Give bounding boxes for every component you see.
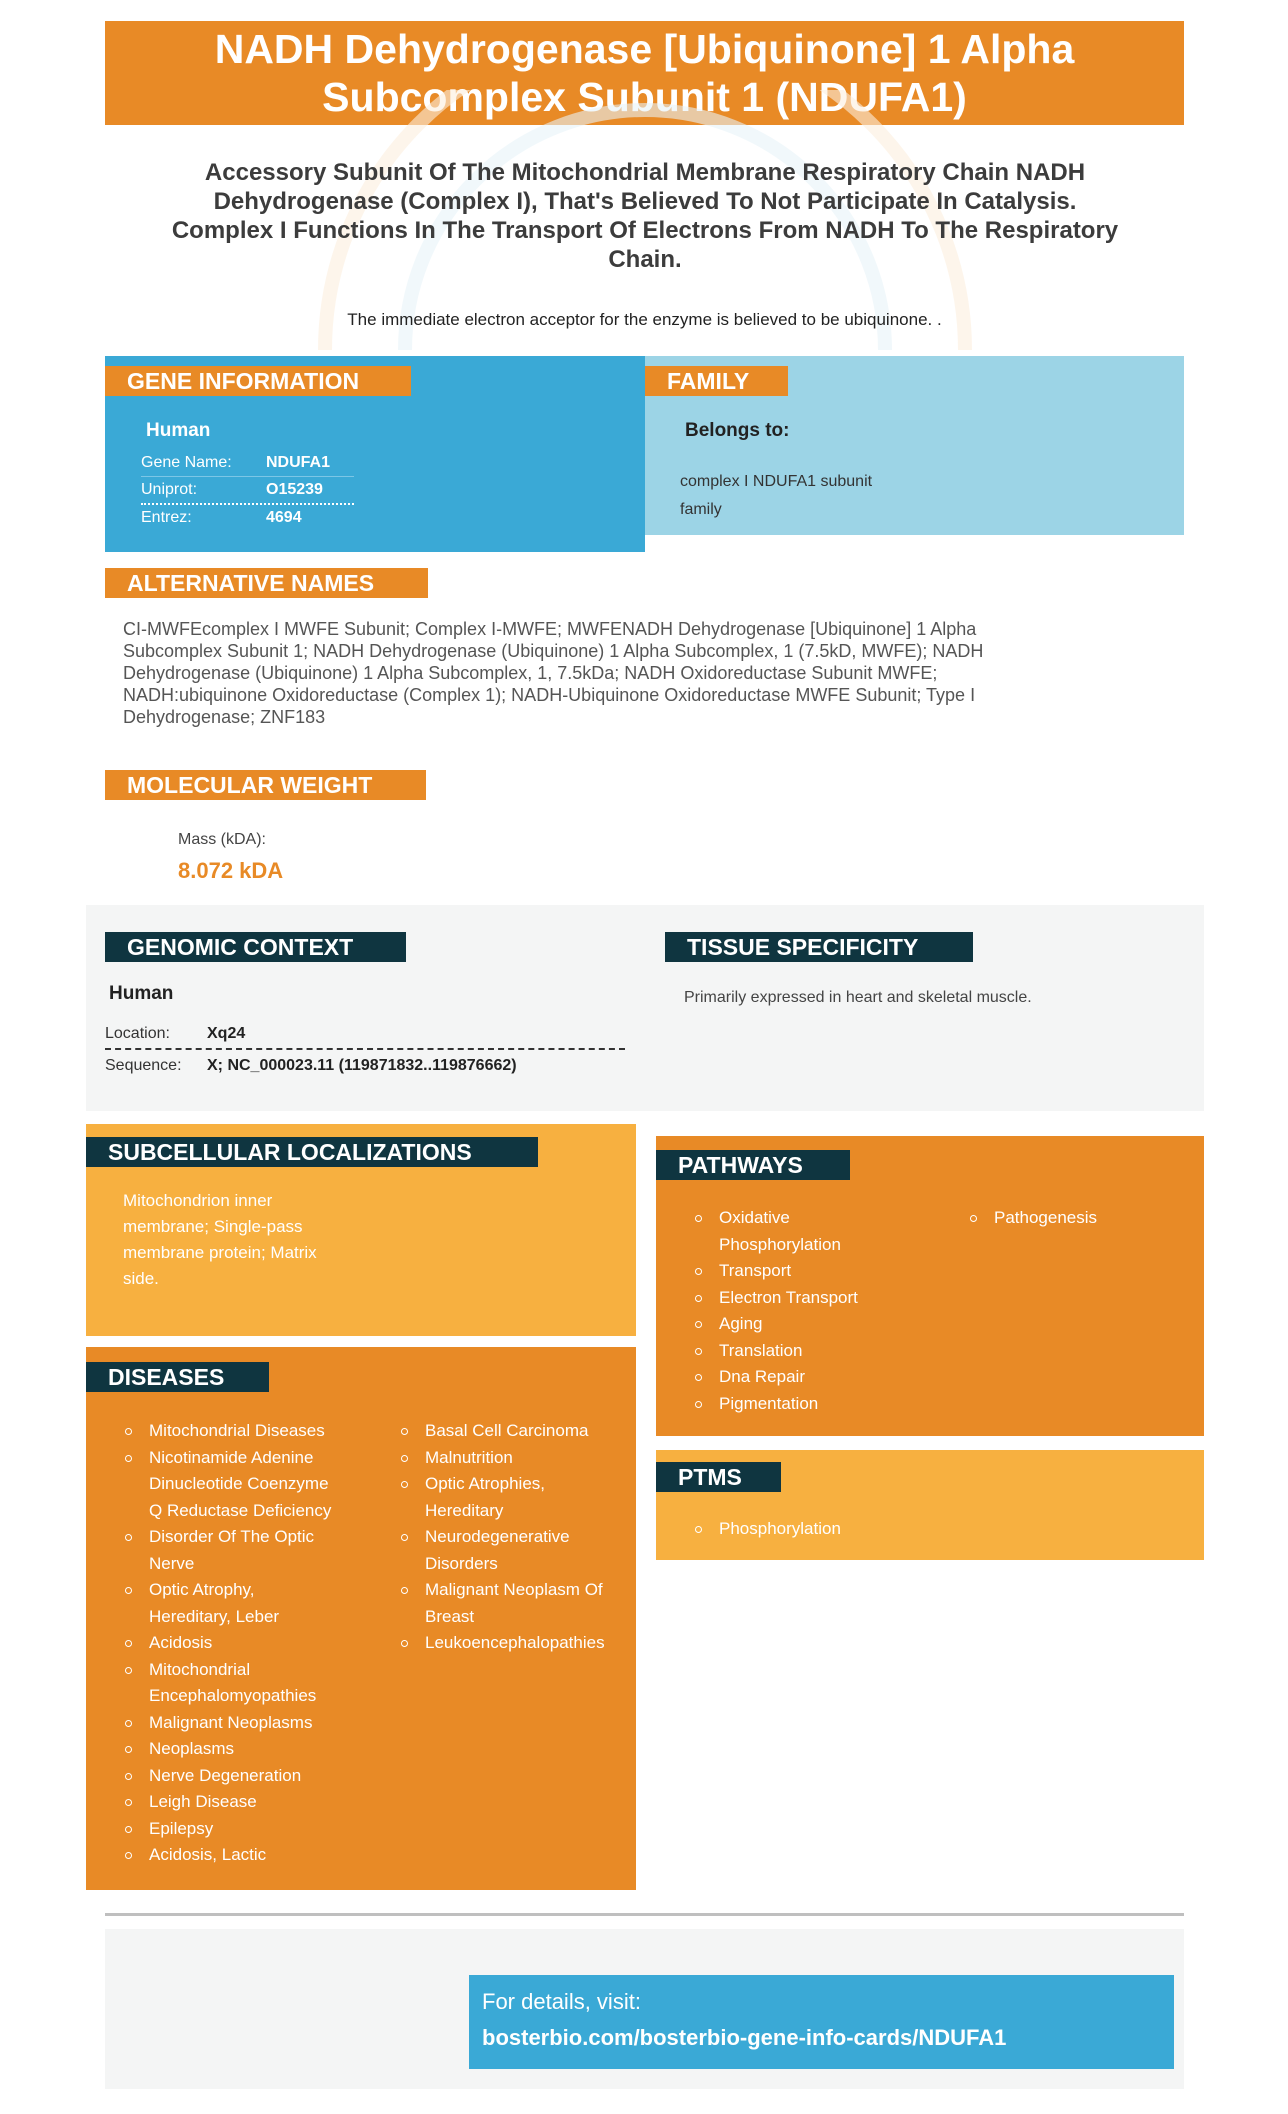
subcellular-line: membrane; Single-pass bbox=[123, 1217, 303, 1236]
list-item bbox=[693, 1338, 943, 1365]
list-item bbox=[123, 1710, 373, 1737]
page-title-line-2: Subcomplex Subunit 1 (NDUFA1) bbox=[322, 74, 967, 120]
list-item-text: Neurodegenerative bbox=[425, 1527, 570, 1546]
mass-label: Mass (kDA): bbox=[178, 831, 266, 848]
list-item-text: Leukoencephalopathies bbox=[425, 1633, 605, 1652]
alt-names-line: CI-MWFEcomplex I MWFE Subunit; Complex I-MWFE; MWFENADH Dehydrogenase [Ubiquinone] 1 Alpha bbox=[123, 619, 977, 639]
list-item-text: Optic Atrophy, bbox=[149, 1580, 255, 1599]
list-item-text: Malnutrition bbox=[425, 1447, 513, 1467]
list-item-text: Translation bbox=[719, 1340, 803, 1360]
list-item bbox=[399, 1471, 629, 1524]
alt-names-text bbox=[123, 618, 1183, 728]
list-item bbox=[399, 1577, 629, 1630]
list-item bbox=[399, 1418, 629, 1445]
subcellular-text bbox=[123, 1188, 317, 1292]
list-item bbox=[123, 1842, 373, 1869]
list-item-text: Acidosis bbox=[149, 1633, 213, 1652]
uniprot-value: O15239 bbox=[266, 481, 323, 498]
list-item bbox=[123, 1418, 373, 1445]
genomic-context-heading: GENOMIC CONTEXT bbox=[105, 932, 406, 962]
list-item bbox=[693, 1364, 943, 1391]
list-item bbox=[693, 1205, 943, 1258]
alt-names-line: Dehydrogenase (Ubiquinone) 1 Alpha Subcomplex, 1, 7.5kDa; NADH Oxidoreductase Subunit MWFE; bbox=[123, 663, 938, 683]
list-item bbox=[123, 1736, 373, 1763]
alt-names-line: Dehydrogenase; ZNF183 bbox=[123, 707, 326, 727]
subcellular-heading: SUBCELLULAR LOCALIZATIONS bbox=[86, 1137, 538, 1167]
list-item-text: Pathogenesis bbox=[994, 1208, 1098, 1227]
family-line: family bbox=[680, 501, 722, 518]
list-item bbox=[693, 1258, 943, 1285]
pathways-heading: PATHWAYS bbox=[656, 1150, 850, 1180]
list-item-text: Mitochondrial Diseases bbox=[149, 1421, 325, 1440]
sequence-label: Sequence: bbox=[105, 1057, 182, 1074]
list-item-text: Hereditary bbox=[425, 1500, 504, 1520]
location-label: Location: bbox=[105, 1025, 170, 1042]
details-link[interactable]: bosterbio.com/bosterbio-gene-info-cards/NDUFA1 bbox=[482, 2025, 1007, 2050]
list-item bbox=[123, 1789, 373, 1816]
list-item-text: Leigh Disease bbox=[149, 1792, 257, 1811]
alt-names-heading: ALTERNATIVE NAMES bbox=[105, 568, 428, 598]
family-text bbox=[680, 468, 872, 524]
list-item bbox=[123, 1816, 373, 1843]
molecular-weight-heading: MOLECULAR WEIGHT bbox=[105, 770, 426, 800]
list-item-text: Nerve bbox=[149, 1553, 195, 1573]
genomic-table bbox=[105, 1020, 625, 1082]
list-item-text: Malignant Neoplasms bbox=[149, 1712, 313, 1732]
list-item bbox=[123, 1524, 373, 1577]
tissue-specificity-text: Primarily expressed in heart and skeletal muscle. bbox=[684, 989, 1032, 1006]
list-item bbox=[968, 1205, 1188, 1232]
sequence-value: X; NC_000023.11 (119871832..119876662) bbox=[207, 1057, 517, 1074]
protein-summary bbox=[120, 158, 1170, 274]
list-item bbox=[693, 1285, 943, 1312]
ptms-heading: PTMS bbox=[656, 1462, 781, 1492]
list-item bbox=[123, 1657, 373, 1710]
uniprot-label: Uniprot: bbox=[141, 481, 198, 498]
sequence-row bbox=[105, 1050, 625, 1082]
summary-line: Dehydrogenase (Complex I), That's Believed To Not Participate In Catalysis. bbox=[213, 188, 1077, 215]
genomic-species: Human bbox=[109, 983, 174, 1004]
list-item-text: Disorders bbox=[425, 1553, 498, 1573]
list-item-text: Acidosis, Lactic bbox=[149, 1845, 267, 1864]
entrez-value: 4694 bbox=[266, 509, 302, 526]
list-item bbox=[399, 1445, 629, 1472]
list-item-text: Malignant Neoplasm Of bbox=[425, 1580, 603, 1599]
list-item bbox=[399, 1524, 629, 1577]
entrez-row bbox=[141, 505, 354, 531]
list-item-text: Optic Atrophies, bbox=[425, 1474, 546, 1493]
gene-name-value: NDUFA1 bbox=[266, 454, 331, 471]
list-item-text: Dinucleotide Coenzyme bbox=[149, 1474, 329, 1493]
list-item bbox=[693, 1516, 993, 1543]
list-item-text: Aging bbox=[719, 1314, 763, 1333]
ptms-list bbox=[693, 1516, 993, 1543]
alt-names-line: Subcomplex Subunit 1; NADH Dehydrogenase (Ubiquinone) 1 Alpha Subcomplex, 1 (7.5kD, MWFE); NADH bbox=[123, 641, 984, 661]
list-item-text: Q Reductase Deficiency bbox=[149, 1500, 332, 1520]
list-item bbox=[693, 1391, 943, 1418]
list-item-text: Disorder Of The Optic bbox=[149, 1527, 315, 1546]
uniprot-row bbox=[141, 477, 354, 505]
list-item-text: Basal Cell Carcinoma bbox=[425, 1421, 589, 1440]
list-item-text: Transport bbox=[719, 1261, 792, 1280]
function-description: The immediate electron acceptor for the enzyme is believed to be ubiquinone. . bbox=[347, 310, 942, 329]
gene-info-heading: GENE INFORMATION bbox=[105, 366, 411, 396]
summary-line: Accessory Subunit Of The Mitochondrial Membrane Respiratory Chain NADH bbox=[204, 159, 1086, 186]
family-line: complex I NDUFA1 subunit bbox=[680, 473, 873, 490]
subcellular-line: membrane protein; Matrix bbox=[123, 1243, 317, 1262]
gene-name-label: Gene Name: bbox=[141, 454, 232, 471]
subcellular-line: Mitochondrion inner bbox=[123, 1191, 273, 1210]
list-item bbox=[123, 1577, 373, 1630]
list-item-text: Neoplasms bbox=[149, 1739, 235, 1758]
list-item-text: Dna Repair bbox=[719, 1367, 805, 1386]
list-item-text: Mitochondrial bbox=[149, 1659, 251, 1679]
list-item bbox=[399, 1630, 629, 1657]
family-belongs-label: Belongs to: bbox=[685, 420, 790, 441]
list-item bbox=[693, 1311, 943, 1338]
footer-divider bbox=[105, 1913, 1184, 1916]
diseases-list-col1 bbox=[123, 1418, 373, 1869]
family-heading: FAMILY bbox=[645, 366, 788, 396]
list-item-text: Electron Transport bbox=[719, 1287, 858, 1307]
list-item-text: Hereditary, Leber bbox=[149, 1606, 280, 1626]
list-item-text: Breast bbox=[425, 1606, 475, 1626]
pathways-list-col1 bbox=[693, 1205, 943, 1417]
list-item-text: Pigmentation bbox=[719, 1393, 819, 1413]
list-item-text: Epilepsy bbox=[149, 1818, 214, 1838]
list-item-text: Phosphorylation bbox=[719, 1234, 841, 1254]
gene-name-row bbox=[141, 450, 354, 477]
page-title-line-1: NADH Dehydrogenase [Ubiquinone] 1 Alpha bbox=[214, 26, 1075, 72]
details-label: For details, visit: bbox=[482, 1989, 641, 2014]
location-row bbox=[105, 1020, 625, 1050]
mass-value: 8.072 kDA bbox=[178, 858, 284, 883]
location-value: Xq24 bbox=[207, 1025, 246, 1042]
alt-names-line: NADH:ubiquinone Oxidoreductase (Complex 1); NADH-Ubiquinone Oxidoreductase MWFE Subunit; Type I bbox=[123, 685, 976, 705]
list-item-text: Encephalomyopathies bbox=[149, 1686, 317, 1705]
diseases-list-col2 bbox=[399, 1418, 629, 1657]
summary-line: Complex I Functions In The Transport Of Electrons From NADH To The Respiratory bbox=[171, 217, 1119, 244]
list-item-text: Oxidative bbox=[719, 1208, 790, 1227]
list-item-text: Nerve Degeneration bbox=[149, 1765, 302, 1785]
tissue-specificity-heading: TISSUE SPECIFICITY bbox=[665, 932, 973, 962]
list-item bbox=[123, 1630, 373, 1657]
summary-line: Chain. bbox=[608, 246, 682, 273]
entrez-label: Entrez: bbox=[141, 509, 192, 526]
subcellular-line: side. bbox=[123, 1269, 159, 1288]
diseases-heading: DISEASES bbox=[86, 1362, 269, 1392]
list-item bbox=[123, 1763, 373, 1790]
gene-info-table bbox=[141, 450, 354, 531]
pathways-list-col2 bbox=[968, 1205, 1188, 1232]
list-item-text: Nicotinamide Adenine bbox=[149, 1447, 314, 1467]
gene-species: Human bbox=[146, 420, 211, 441]
list-item-text: Phosphorylation bbox=[719, 1519, 841, 1538]
list-item bbox=[123, 1445, 373, 1525]
details-link-box[interactable] bbox=[469, 1975, 1174, 2069]
